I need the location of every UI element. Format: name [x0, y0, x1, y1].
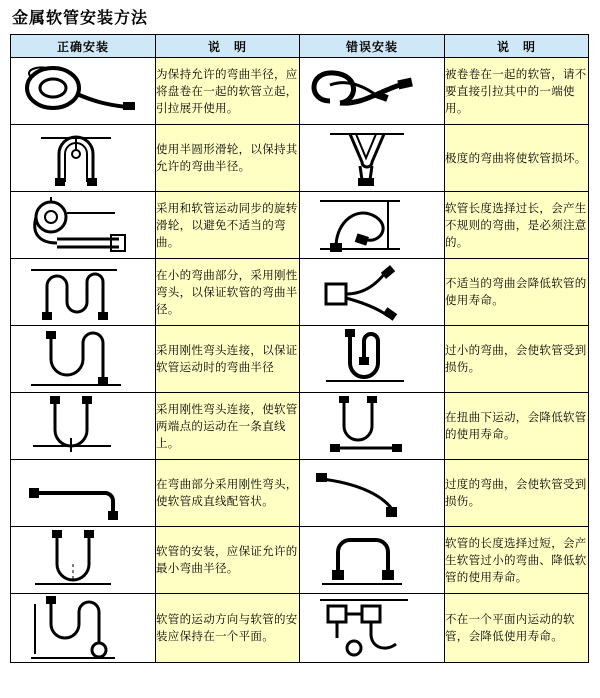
rigid-elbow-connection-icon — [11, 326, 156, 393]
same-plane-motion-icon — [11, 594, 156, 663]
description-text: 在弯曲部分采用刚性弯头，使软管成直线配管状。 — [156, 460, 300, 527]
hose-installation-table — [10, 34, 589, 663]
table-row — [11, 393, 589, 460]
table-row — [11, 460, 589, 527]
semicircular-pulley-icon — [11, 125, 156, 192]
table-row — [11, 125, 589, 192]
coiled-hose-roll-icon — [11, 58, 156, 125]
description-text: 采用刚性弯头连接，以保证软管运动时的弯曲半径 — [156, 326, 300, 393]
rigid-elbow-small-bend-icon — [11, 259, 156, 326]
description-text: 过小的弯曲，会使软管受到损伤。 — [445, 326, 589, 393]
table-header-row — [11, 35, 589, 58]
table-row — [11, 192, 589, 259]
description-text: 为保持允许的弯曲半径，应将盘卷在一起的软管立起，引拉展开使用。 — [156, 58, 300, 125]
header-correct-install: 正确安装 — [11, 35, 156, 58]
table-row — [11, 58, 589, 125]
table-row — [11, 594, 589, 663]
coiled-hose-pulled-icon — [300, 58, 445, 125]
twisted-bend-motion-icon — [300, 393, 445, 460]
header-description-wrong: 说 明 — [445, 35, 589, 58]
too-small-bend-icon — [300, 326, 445, 393]
description-text: 软管的长度选择过短，会产生软管过小的弯曲、降低软管的使用寿命。 — [445, 527, 589, 594]
description-text: 采用刚性弯头连接，使软管两端点的运动在一条直线上。 — [156, 393, 300, 460]
page-title: 金属软管安装方法 — [12, 8, 149, 27]
rotating-pulley-chain-icon — [11, 192, 156, 259]
description-text: 软管长度选择过长，会产生不规则的弯曲，是必须注意的。 — [445, 192, 589, 259]
table-row — [11, 527, 589, 594]
description-text: 极度的弯曲将使软管损坏。 — [445, 125, 589, 192]
description-text: 在小的弯曲部分，采用刚性弯头，以保证软管的弯曲半径。 — [156, 259, 300, 326]
description-text: 软管的运动方向与软管的安装应保持在一个平面。 — [156, 594, 300, 663]
straight-pipe-rigid-elbow-icon — [11, 460, 156, 527]
description-text: 采用和软管运动同步的旋转滑轮，以避免不适当的弯曲。 — [156, 192, 300, 259]
header-wrong-install: 错误安装 — [300, 35, 445, 58]
description-text: 软管的安装，应保证允许的最小弯曲半径。 — [156, 527, 300, 594]
improper-bend-icon — [300, 259, 445, 326]
table-row — [11, 326, 589, 393]
out-of-plane-motion-icon — [300, 594, 445, 663]
header-description-correct: 说 明 — [156, 35, 300, 58]
description-text: 被卷卷在一起的软管，请不要直接引拉其中的一端使用。 — [445, 58, 589, 125]
long-hose-irregular-bend-icon — [300, 192, 445, 259]
description-text: 使用半圆形滑轮，以保持其允许的弯曲半径。 — [156, 125, 300, 192]
description-text: 不在一个平面内运动的软管，会降低使用寿命。 — [445, 594, 589, 663]
table-row — [11, 259, 589, 326]
sharp-bend-hose-icon — [300, 125, 445, 192]
short-hose-length-icon — [300, 527, 445, 594]
minimum-bend-radius-icon — [11, 527, 156, 594]
u-shape-straight-line-icon — [11, 393, 156, 460]
description-text: 在扭曲下运动，会降低软管的使用寿命。 — [445, 393, 589, 460]
description-text: 不适当的弯曲会降低软管的使用寿命。 — [445, 259, 589, 326]
description-text: 过度的弯曲，会使软管受到损伤。 — [445, 460, 589, 527]
excessive-bend-icon — [300, 460, 445, 527]
